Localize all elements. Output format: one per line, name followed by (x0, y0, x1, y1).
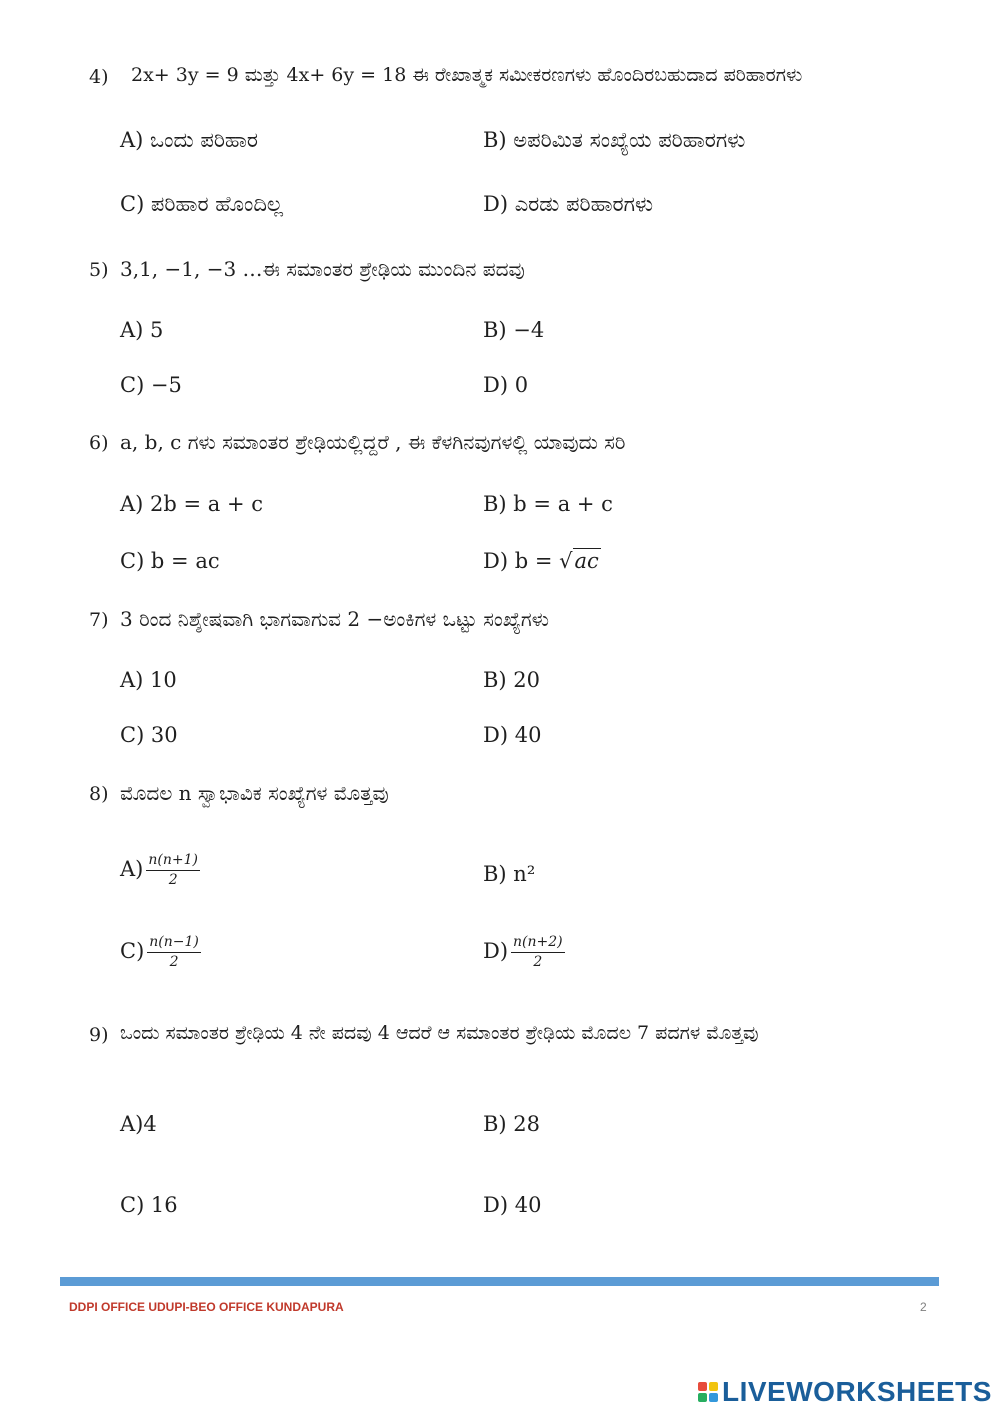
option-d-label: D) b = (483, 549, 560, 573)
option-c[interactable]: C) 16 (120, 1193, 178, 1217)
option-d[interactable] (483, 934, 565, 971)
option-c[interactable]: C) b = ac (120, 549, 220, 573)
fraction (511, 934, 565, 971)
option-d[interactable] (483, 549, 601, 573)
option-a[interactable]: A)4 (120, 1112, 157, 1136)
question-text: a, b, c ಗಳು ಸಮಾಂತರ ಶ್ರೇಢಿಯಲ್ಲಿದ್ದರೆ , ಈ ಕೆಳಗಿನವುಗಳಲ್ಲಿ ಯಾವುದು ಸರಿ (120, 430, 626, 454)
question-text: 3 ರಿಂದ ನಿಶ್ಶೇಷವಾಗಿ ಭಾಗವಾಗುವ 2 −ಅಂಕಿಗಳ ಒಟ್ಟು ಸಂಖ್ಯೆಗಳು (120, 607, 549, 631)
question-number: 9) (89, 1024, 109, 1046)
numerator: n(n+2) (511, 934, 565, 953)
option-c[interactable] (120, 934, 201, 971)
option-a[interactable]: A) 5 (120, 318, 164, 342)
question-text: 3,1, −1, −3 …ಈ ಸಮಾಂತರ ಶ್ರೇಢಿಯ ಮುಂದಿನ ಪದವು (120, 257, 525, 281)
sqrt-argument: ac (574, 549, 599, 573)
question-number: 4) (89, 66, 109, 88)
option-d[interactable]: D) 0 (483, 373, 529, 397)
option-b[interactable]: B) 28 (483, 1112, 541, 1136)
denominator: 2 (533, 953, 543, 970)
liveworksheets-logo[interactable] (698, 1376, 992, 1408)
denominator: 2 (168, 871, 178, 888)
option-c[interactable]: C) −5 (120, 373, 182, 397)
option-b[interactable]: B) n² (483, 862, 536, 886)
option-b[interactable]: B) ಅಪರಿಮಿತ ಸಂಖ್ಯೆಯ ಪರಿಹಾರಗಳು (483, 128, 746, 152)
option-c-label: C) (120, 938, 145, 963)
option-a[interactable]: A) 2b = a + c (120, 492, 264, 516)
option-b[interactable]: B) 20 (483, 668, 541, 692)
option-c[interactable]: C) ಪರಿಹಾರ ಹೊಂದಿಲ್ಲ (120, 192, 284, 216)
page-number: 2 (920, 1300, 927, 1314)
option-d[interactable]: D) 40 (483, 723, 542, 747)
question-number: 6) (89, 432, 109, 454)
liveworksheets-grid-icon (698, 1382, 718, 1402)
option-d[interactable]: D) 40 (483, 1193, 542, 1217)
fraction (146, 852, 200, 889)
fraction (147, 934, 201, 971)
question-number: 5) (89, 259, 109, 281)
question-text: ಮೊದಲ n ಸ್ವಾಭಾವಿಕ ಸಂಖ್ಯೆಗಳ ಮೊತ್ತವು (120, 781, 389, 805)
option-a[interactable] (120, 852, 200, 889)
option-d-label: D) (483, 938, 509, 963)
question-text: 2x+ 3y = 9 ಮತ್ತು 4x+ 6y = 18 ಈ ರೇಖಾತ್ಮಕ ಸಮೀಕರಣಗಳು ಹೊಂದಿರಬಹುದಾದ ಪರಿಹಾರಗಳು (131, 64, 803, 86)
option-b[interactable]: B) b = a + c (483, 492, 613, 516)
option-b[interactable]: B) −4 (483, 318, 545, 342)
option-a-label: A) (120, 856, 144, 881)
sqrt-symbol: √ (559, 549, 573, 573)
numerator: n(n+1) (146, 852, 200, 871)
denominator: 2 (169, 953, 179, 970)
brand-name: LIVEWORKSHEETS (722, 1376, 992, 1407)
question-number: 8) (89, 783, 109, 805)
footer-rule (60, 1277, 939, 1286)
footer-office-text: DDPI OFFICE UDUPI-BEO OFFICE KUNDAPURA (69, 1300, 344, 1314)
question-text: ಒಂದು ಸಮಾಂತರ ಶ್ರೇಢಿಯ 4 ನೇ ಪದವು 4 ಆದರೆ ಆ ಸಮಾಂತರ ಶ್ರೇಢಿಯ ಮೊದಲ 7 ಪದಗಳ ಮೊತ್ತವು (120, 1022, 759, 1044)
option-a[interactable]: A) ಒಂದು ಪರಿಹಾರ (120, 128, 258, 152)
question-number: 7) (89, 609, 109, 631)
option-d[interactable]: D) ಎರಡು ಪರಿಹಾರಗಳು (483, 192, 654, 216)
option-a[interactable]: A) 10 (120, 668, 177, 692)
numerator: n(n−1) (147, 934, 201, 953)
option-c[interactable]: C) 30 (120, 723, 178, 747)
